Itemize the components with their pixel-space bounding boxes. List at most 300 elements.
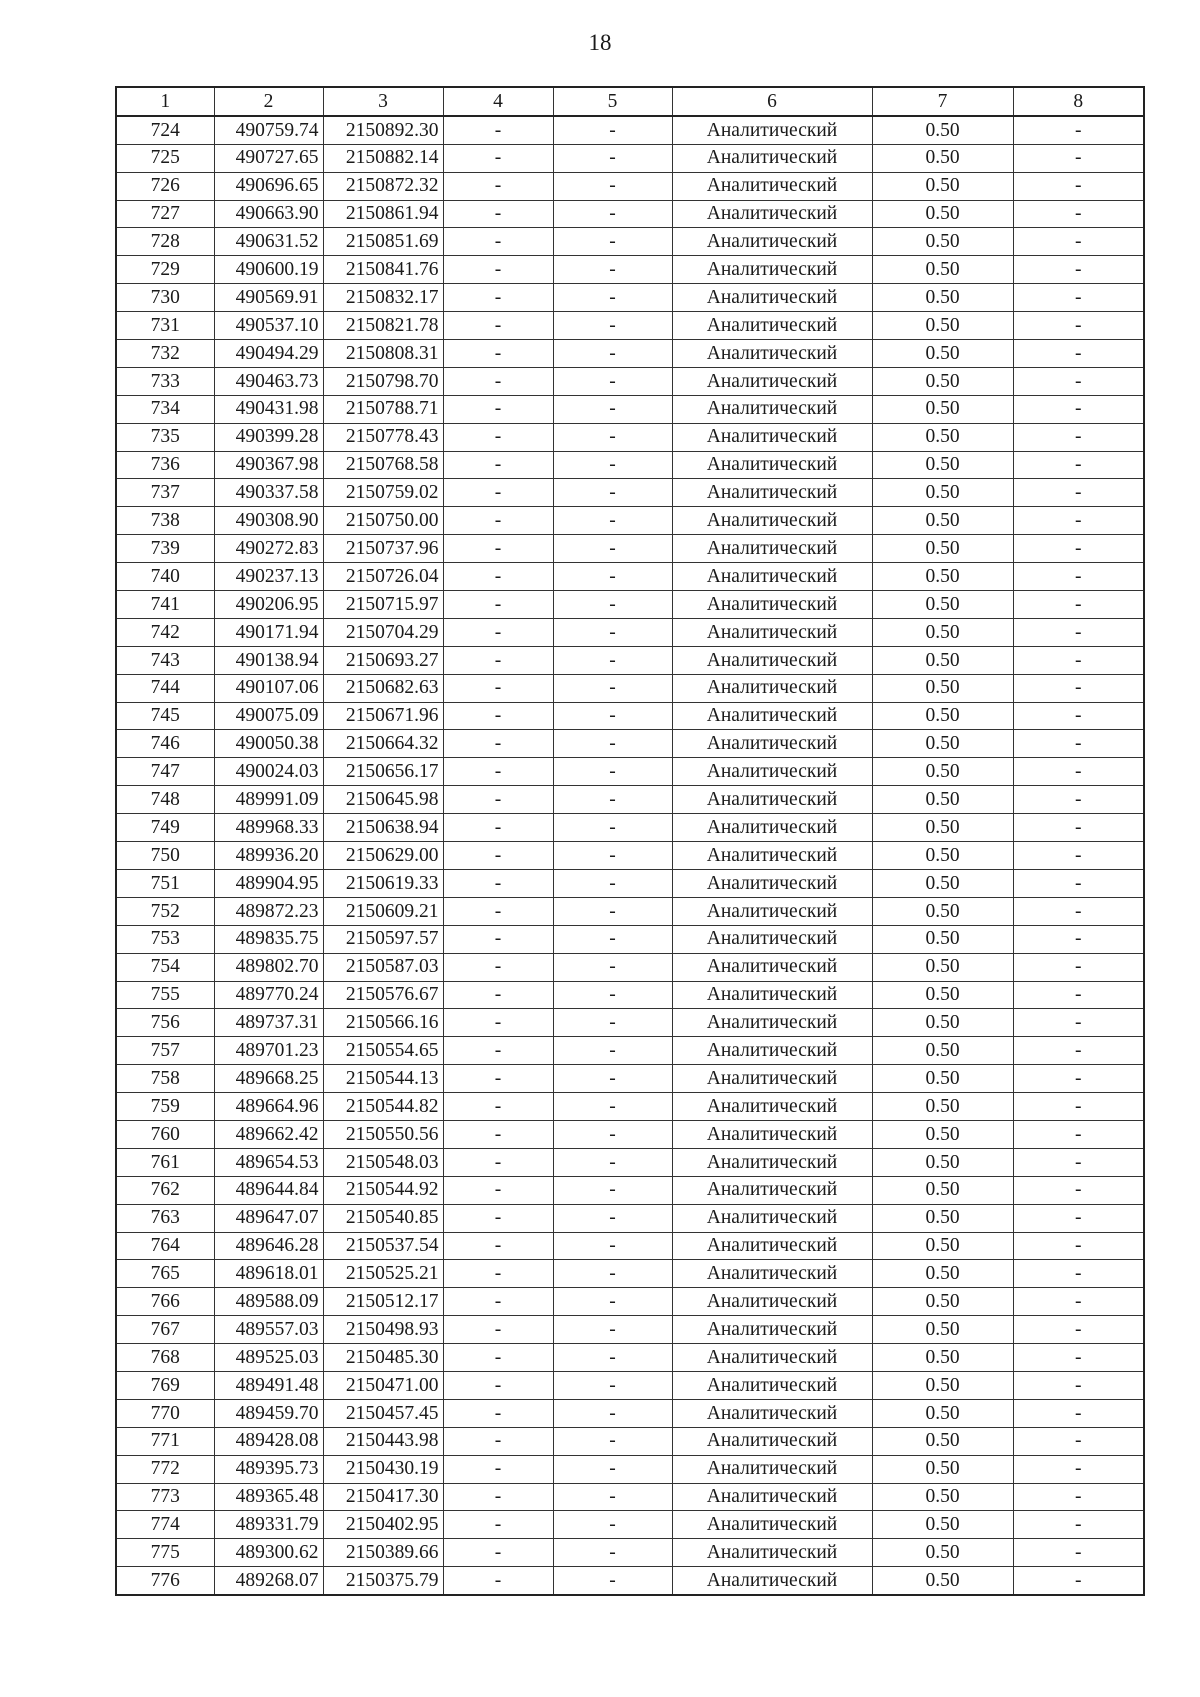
- method-cell: Аналитический: [672, 228, 872, 256]
- y-coordinate-cell: 2150664.32: [323, 730, 443, 758]
- col4-cell: -: [443, 1455, 553, 1483]
- method-cell: Аналитический: [672, 1037, 872, 1065]
- accuracy-cell: 0.50: [872, 312, 1013, 340]
- col5-cell: -: [553, 702, 672, 730]
- y-coordinate-cell: 2150759.02: [323, 479, 443, 507]
- point-number-cell: 734: [116, 395, 214, 423]
- accuracy-cell: 0.50: [872, 925, 1013, 953]
- x-coordinate-cell: 490107.06: [214, 674, 323, 702]
- table-row: [116, 842, 1144, 870]
- y-coordinate-cell: 2150402.95: [323, 1511, 443, 1539]
- y-coordinate-cell: 2150544.92: [323, 1176, 443, 1204]
- x-coordinate-cell: 490663.90: [214, 200, 323, 228]
- table-row: [116, 367, 1144, 395]
- point-number-cell: 753: [116, 925, 214, 953]
- method-cell: Аналитический: [672, 312, 872, 340]
- table-row: [116, 116, 1144, 144]
- accuracy-cell: 0.50: [872, 591, 1013, 619]
- method-cell: Аналитический: [672, 451, 872, 479]
- col8-cell: -: [1013, 786, 1144, 814]
- col5-cell: -: [553, 1176, 672, 1204]
- y-coordinate-cell: 2150430.19: [323, 1455, 443, 1483]
- col4-cell: -: [443, 591, 553, 619]
- accuracy-cell: 0.50: [872, 646, 1013, 674]
- col5-cell: -: [553, 423, 672, 451]
- col8-cell: -: [1013, 367, 1144, 395]
- table-row: [116, 618, 1144, 646]
- point-number-cell: 772: [116, 1455, 214, 1483]
- col8-cell: -: [1013, 312, 1144, 340]
- col4-cell: -: [443, 897, 553, 925]
- point-number-cell: 765: [116, 1260, 214, 1288]
- y-coordinate-cell: 2150872.32: [323, 172, 443, 200]
- col4-cell: -: [443, 1539, 553, 1567]
- table-header: [116, 87, 1144, 116]
- table-row: [116, 925, 1144, 953]
- col5-cell: -: [553, 1427, 672, 1455]
- accuracy-cell: 0.50: [872, 1037, 1013, 1065]
- col5-cell: -: [553, 842, 672, 870]
- table-row: [116, 479, 1144, 507]
- point-number-cell: 755: [116, 981, 214, 1009]
- col8-cell: -: [1013, 730, 1144, 758]
- col4-cell: -: [443, 228, 553, 256]
- col5-cell: -: [553, 1483, 672, 1511]
- y-coordinate-cell: 2150715.97: [323, 591, 443, 619]
- accuracy-cell: 0.50: [872, 953, 1013, 981]
- x-coordinate-cell: 489646.28: [214, 1232, 323, 1260]
- col8-cell: -: [1013, 1455, 1144, 1483]
- point-number-cell: 747: [116, 758, 214, 786]
- table-row: [116, 1176, 1144, 1204]
- table-row: [116, 507, 1144, 535]
- x-coordinate-cell: 489802.70: [214, 953, 323, 981]
- table-row: [116, 563, 1144, 591]
- table-row: [116, 591, 1144, 619]
- col5-cell: -: [553, 144, 672, 172]
- table-row: [116, 1260, 1144, 1288]
- accuracy-cell: 0.50: [872, 535, 1013, 563]
- table-row: [116, 674, 1144, 702]
- method-cell: Аналитический: [672, 479, 872, 507]
- x-coordinate-cell: 489968.33: [214, 814, 323, 842]
- table-row: [116, 451, 1144, 479]
- col5-cell: -: [553, 1120, 672, 1148]
- col4-cell: -: [443, 172, 553, 200]
- col5-cell: -: [553, 758, 672, 786]
- point-number-cell: 751: [116, 869, 214, 897]
- col5-cell: -: [553, 200, 672, 228]
- x-coordinate-cell: 489459.70: [214, 1399, 323, 1427]
- col4-cell: -: [443, 1371, 553, 1399]
- col5-cell: -: [553, 395, 672, 423]
- table-row: [116, 144, 1144, 172]
- y-coordinate-cell: 2150892.30: [323, 116, 443, 144]
- table-row: [116, 1511, 1144, 1539]
- x-coordinate-cell: 489491.48: [214, 1371, 323, 1399]
- table-row: [116, 1065, 1144, 1093]
- col8-cell: -: [1013, 1176, 1144, 1204]
- y-coordinate-cell: 2150389.66: [323, 1539, 443, 1567]
- table-row: [116, 1344, 1144, 1372]
- col5-cell: -: [553, 981, 672, 1009]
- y-coordinate-cell: 2150821.78: [323, 312, 443, 340]
- point-number-cell: 761: [116, 1148, 214, 1176]
- col5-cell: -: [553, 1204, 672, 1232]
- table-row: [116, 1427, 1144, 1455]
- method-cell: Аналитический: [672, 786, 872, 814]
- col5-cell: -: [553, 618, 672, 646]
- col5-cell: -: [553, 730, 672, 758]
- table-row: [116, 535, 1144, 563]
- point-number-cell: 743: [116, 646, 214, 674]
- y-coordinate-cell: 2150768.58: [323, 451, 443, 479]
- col4-cell: -: [443, 200, 553, 228]
- x-coordinate-cell: 490272.83: [214, 535, 323, 563]
- y-coordinate-cell: 2150656.17: [323, 758, 443, 786]
- method-cell: Аналитический: [672, 1371, 872, 1399]
- col5-cell: -: [553, 116, 672, 144]
- x-coordinate-cell: 489664.96: [214, 1093, 323, 1121]
- col8-cell: -: [1013, 507, 1144, 535]
- col4-cell: -: [443, 618, 553, 646]
- accuracy-cell: 0.50: [872, 869, 1013, 897]
- col8-cell: -: [1013, 591, 1144, 619]
- col5-cell: -: [553, 451, 672, 479]
- col8-cell: -: [1013, 479, 1144, 507]
- x-coordinate-cell: 489936.20: [214, 842, 323, 870]
- accuracy-cell: 0.50: [872, 618, 1013, 646]
- table-row: [116, 1204, 1144, 1232]
- col8-cell: -: [1013, 563, 1144, 591]
- point-number-cell: 768: [116, 1344, 214, 1372]
- point-number-cell: 754: [116, 953, 214, 981]
- col8-cell: -: [1013, 1093, 1144, 1121]
- accuracy-cell: 0.50: [872, 1093, 1013, 1121]
- method-cell: Аналитический: [672, 1399, 872, 1427]
- col5-cell: -: [553, 869, 672, 897]
- x-coordinate-cell: 490138.94: [214, 646, 323, 674]
- y-coordinate-cell: 2150726.04: [323, 563, 443, 591]
- col4-cell: -: [443, 116, 553, 144]
- method-cell: Аналитический: [672, 1455, 872, 1483]
- point-number-cell: 739: [116, 535, 214, 563]
- x-coordinate-cell: 489701.23: [214, 1037, 323, 1065]
- x-coordinate-cell: 489331.79: [214, 1511, 323, 1539]
- col4-cell: -: [443, 674, 553, 702]
- col8-cell: -: [1013, 1232, 1144, 1260]
- y-coordinate-cell: 2150638.94: [323, 814, 443, 842]
- method-cell: Аналитический: [672, 1316, 872, 1344]
- col8-cell: -: [1013, 256, 1144, 284]
- x-coordinate-cell: 489525.03: [214, 1344, 323, 1372]
- x-coordinate-cell: 489904.95: [214, 869, 323, 897]
- col8-cell: -: [1013, 228, 1144, 256]
- col4-cell: -: [443, 1065, 553, 1093]
- table-row: [116, 786, 1144, 814]
- method-cell: Аналитический: [672, 1288, 872, 1316]
- col8-cell: -: [1013, 172, 1144, 200]
- method-cell: Аналитический: [672, 925, 872, 953]
- col5-cell: -: [553, 646, 672, 674]
- method-cell: Аналитический: [672, 1232, 872, 1260]
- table-row: [116, 1483, 1144, 1511]
- x-coordinate-cell: 490367.98: [214, 451, 323, 479]
- col8-cell: -: [1013, 1316, 1144, 1344]
- point-number-cell: 746: [116, 730, 214, 758]
- x-coordinate-cell: 489770.24: [214, 981, 323, 1009]
- point-number-cell: 740: [116, 563, 214, 591]
- x-coordinate-cell: 490569.91: [214, 284, 323, 312]
- col8-cell: -: [1013, 340, 1144, 368]
- point-number-cell: 771: [116, 1427, 214, 1455]
- accuracy-cell: 0.50: [872, 1344, 1013, 1372]
- table-body: [116, 116, 1144, 1595]
- method-cell: Аналитический: [672, 563, 872, 591]
- table-row: [116, 702, 1144, 730]
- col5-cell: -: [553, 925, 672, 953]
- col4-cell: -: [443, 256, 553, 284]
- y-coordinate-cell: 2150540.85: [323, 1204, 443, 1232]
- col4-cell: -: [443, 814, 553, 842]
- method-cell: Аналитический: [672, 1344, 872, 1372]
- col5-cell: -: [553, 284, 672, 312]
- method-cell: Аналитический: [672, 591, 872, 619]
- accuracy-cell: 0.50: [872, 1260, 1013, 1288]
- method-cell: Аналитический: [672, 1483, 872, 1511]
- col5-cell: -: [553, 256, 672, 284]
- point-number-cell: 774: [116, 1511, 214, 1539]
- y-coordinate-cell: 2150682.63: [323, 674, 443, 702]
- y-coordinate-cell: 2150417.30: [323, 1483, 443, 1511]
- point-number-cell: 748: [116, 786, 214, 814]
- accuracy-cell: 0.50: [872, 1120, 1013, 1148]
- point-number-cell: 770: [116, 1399, 214, 1427]
- col8-cell: -: [1013, 925, 1144, 953]
- col5-cell: -: [553, 1148, 672, 1176]
- method-cell: Аналитический: [672, 507, 872, 535]
- accuracy-cell: 0.50: [872, 1316, 1013, 1344]
- point-number-cell: 773: [116, 1483, 214, 1511]
- col8-cell: -: [1013, 674, 1144, 702]
- column-header: 2: [214, 87, 323, 116]
- table-row: [116, 256, 1144, 284]
- y-coordinate-cell: 2150457.45: [323, 1399, 443, 1427]
- table-row: [116, 1288, 1144, 1316]
- col4-cell: -: [443, 981, 553, 1009]
- col8-cell: -: [1013, 1288, 1144, 1316]
- table-row: [116, 1399, 1144, 1427]
- method-cell: Аналитический: [672, 200, 872, 228]
- x-coordinate-cell: 490024.03: [214, 758, 323, 786]
- col5-cell: -: [553, 340, 672, 368]
- col5-cell: -: [553, 1344, 672, 1372]
- y-coordinate-cell: 2150550.56: [323, 1120, 443, 1148]
- col4-cell: -: [443, 646, 553, 674]
- y-coordinate-cell: 2150750.00: [323, 507, 443, 535]
- method-cell: Аналитический: [672, 869, 872, 897]
- x-coordinate-cell: 490727.65: [214, 144, 323, 172]
- y-coordinate-cell: 2150525.21: [323, 1260, 443, 1288]
- method-cell: Аналитический: [672, 842, 872, 870]
- col8-cell: -: [1013, 1037, 1144, 1065]
- col4-cell: -: [443, 1120, 553, 1148]
- table-row: [116, 1567, 1144, 1595]
- col4-cell: -: [443, 730, 553, 758]
- col8-cell: -: [1013, 842, 1144, 870]
- x-coordinate-cell: 489644.84: [214, 1176, 323, 1204]
- method-cell: Аналитический: [672, 618, 872, 646]
- method-cell: Аналитический: [672, 116, 872, 144]
- table-row: [116, 814, 1144, 842]
- page-number: 18: [588, 30, 612, 55]
- column-header: 7: [872, 87, 1013, 116]
- col8-cell: -: [1013, 116, 1144, 144]
- y-coordinate-cell: 2150861.94: [323, 200, 443, 228]
- method-cell: Аналитический: [672, 172, 872, 200]
- col4-cell: -: [443, 1483, 553, 1511]
- y-coordinate-cell: 2150498.93: [323, 1316, 443, 1344]
- x-coordinate-cell: 489395.73: [214, 1455, 323, 1483]
- accuracy-cell: 0.50: [872, 1232, 1013, 1260]
- accuracy-cell: 0.50: [872, 116, 1013, 144]
- column-header: 6: [672, 87, 872, 116]
- accuracy-cell: 0.50: [872, 451, 1013, 479]
- accuracy-cell: 0.50: [872, 730, 1013, 758]
- col4-cell: -: [443, 953, 553, 981]
- y-coordinate-cell: 2150443.98: [323, 1427, 443, 1455]
- y-coordinate-cell: 2150704.29: [323, 618, 443, 646]
- col4-cell: -: [443, 1009, 553, 1037]
- y-coordinate-cell: 2150629.00: [323, 842, 443, 870]
- accuracy-cell: 0.50: [872, 1511, 1013, 1539]
- y-coordinate-cell: 2150737.96: [323, 535, 443, 563]
- column-header: 1: [116, 87, 214, 116]
- col4-cell: -: [443, 479, 553, 507]
- point-number-cell: 758: [116, 1065, 214, 1093]
- x-coordinate-cell: 489300.62: [214, 1539, 323, 1567]
- table-row: [116, 1232, 1144, 1260]
- point-number-cell: 736: [116, 451, 214, 479]
- method-cell: Аналитический: [672, 367, 872, 395]
- y-coordinate-cell: 2150597.57: [323, 925, 443, 953]
- x-coordinate-cell: 489428.08: [214, 1427, 323, 1455]
- x-coordinate-cell: 489654.53: [214, 1148, 323, 1176]
- col8-cell: -: [1013, 1120, 1144, 1148]
- col8-cell: -: [1013, 284, 1144, 312]
- accuracy-cell: 0.50: [872, 479, 1013, 507]
- col8-cell: -: [1013, 451, 1144, 479]
- y-coordinate-cell: 2150671.96: [323, 702, 443, 730]
- table-row: [116, 1037, 1144, 1065]
- x-coordinate-cell: 489618.01: [214, 1260, 323, 1288]
- col5-cell: -: [553, 1567, 672, 1595]
- method-cell: Аналитический: [672, 758, 872, 786]
- y-coordinate-cell: 2150882.14: [323, 144, 443, 172]
- accuracy-cell: 0.50: [872, 1009, 1013, 1037]
- col8-cell: -: [1013, 1399, 1144, 1427]
- col4-cell: -: [443, 842, 553, 870]
- col5-cell: -: [553, 1093, 672, 1121]
- x-coordinate-cell: 490237.13: [214, 563, 323, 591]
- point-number-cell: 757: [116, 1037, 214, 1065]
- col8-cell: -: [1013, 814, 1144, 842]
- point-number-cell: 745: [116, 702, 214, 730]
- table-row: [116, 1120, 1144, 1148]
- col5-cell: -: [553, 1511, 672, 1539]
- table-row: [116, 172, 1144, 200]
- method-cell: Аналитический: [672, 1511, 872, 1539]
- accuracy-cell: 0.50: [872, 674, 1013, 702]
- x-coordinate-cell: 490600.19: [214, 256, 323, 284]
- accuracy-cell: 0.50: [872, 1065, 1013, 1093]
- col5-cell: -: [553, 897, 672, 925]
- point-number-cell: 732: [116, 340, 214, 368]
- col5-cell: -: [553, 814, 672, 842]
- col4-cell: -: [443, 284, 553, 312]
- method-cell: Аналитический: [672, 1539, 872, 1567]
- method-cell: Аналитический: [672, 953, 872, 981]
- col8-cell: -: [1013, 1260, 1144, 1288]
- y-coordinate-cell: 2150537.54: [323, 1232, 443, 1260]
- table-row: [116, 646, 1144, 674]
- point-number-cell: 759: [116, 1093, 214, 1121]
- accuracy-cell: 0.50: [872, 563, 1013, 591]
- point-number-cell: 760: [116, 1120, 214, 1148]
- col4-cell: -: [443, 1399, 553, 1427]
- accuracy-cell: 0.50: [872, 814, 1013, 842]
- col8-cell: -: [1013, 1539, 1144, 1567]
- table-row: [116, 1148, 1144, 1176]
- col5-cell: -: [553, 1399, 672, 1427]
- x-coordinate-cell: 490171.94: [214, 618, 323, 646]
- method-cell: Аналитический: [672, 1065, 872, 1093]
- col8-cell: -: [1013, 646, 1144, 674]
- method-cell: Аналитический: [672, 144, 872, 172]
- point-number-cell: 733: [116, 367, 214, 395]
- x-coordinate-cell: 490075.09: [214, 702, 323, 730]
- y-coordinate-cell: 2150576.67: [323, 981, 443, 1009]
- method-cell: Аналитический: [672, 981, 872, 1009]
- col5-cell: -: [553, 312, 672, 340]
- point-number-cell: 769: [116, 1371, 214, 1399]
- col5-cell: -: [553, 479, 672, 507]
- method-cell: Аналитический: [672, 1260, 872, 1288]
- col5-cell: -: [553, 507, 672, 535]
- table-row: [116, 758, 1144, 786]
- coordinates-table: [115, 86, 1145, 1596]
- col4-cell: -: [443, 395, 553, 423]
- point-number-cell: 729: [116, 256, 214, 284]
- y-coordinate-cell: 2150544.82: [323, 1093, 443, 1121]
- col5-cell: -: [553, 1371, 672, 1399]
- col4-cell: -: [443, 1427, 553, 1455]
- method-cell: Аналитический: [672, 1204, 872, 1232]
- table-row: [116, 953, 1144, 981]
- table-row: [116, 897, 1144, 925]
- x-coordinate-cell: 489557.03: [214, 1316, 323, 1344]
- col5-cell: -: [553, 535, 672, 563]
- col4-cell: -: [443, 1204, 553, 1232]
- accuracy-cell: 0.50: [872, 144, 1013, 172]
- y-coordinate-cell: 2150798.70: [323, 367, 443, 395]
- point-number-cell: 766: [116, 1288, 214, 1316]
- method-cell: Аналитический: [672, 256, 872, 284]
- x-coordinate-cell: 490494.29: [214, 340, 323, 368]
- col4-cell: -: [443, 507, 553, 535]
- col8-cell: -: [1013, 1204, 1144, 1232]
- x-coordinate-cell: 490696.65: [214, 172, 323, 200]
